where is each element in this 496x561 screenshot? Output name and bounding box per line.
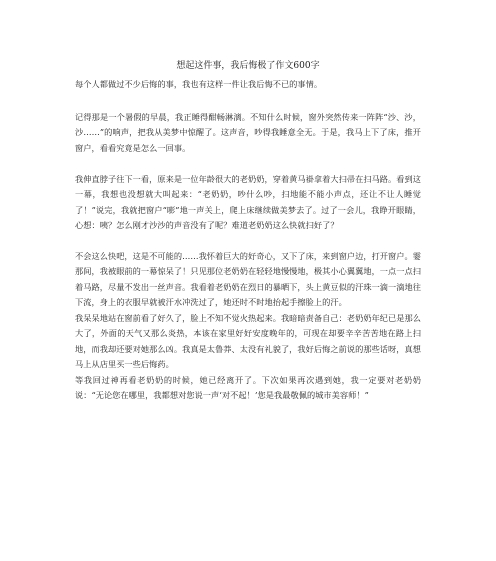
paragraph-4: 不会这么快吧，这是不可能的……我怀着巨大的好奇心，又下了床，来到窗户边，打开窗户。霎那间，我被眼前的一幕惊呆了！只见那位老奶奶在轻轻地慢慢地，极其小心翼翼地，一点一点扫着马路，尽量不发出一丝声音。我看着老奶奶在烈日的暴晒下，头上黄豆似的汗珠一滴一滴地往下流，身上的衣服早就被汗水冲洗过了，她还时不时地抬起手擦脸上的汗。 <box>75 251 421 308</box>
paragraph-3: 我伸直脖子往下一看，原来是一位年龄很大的老奶奶，穿着黄马褂拿着大扫帚在扫马路。看到这一幕，我想也没想就大叫起来：“老奶奶，吵什么吵，扫地能不能小声点，还让不让人睡觉了！”说完，我就把窗户“嘭”地一声关上，爬上床继续做美梦去了。过了一会儿，我睁开眼睛，心想：咦？怎么刚才沙沙的声音没有了呢？难道老奶奶这么快就扫好了？ <box>75 174 421 231</box>
document-title: 想起这件事，我后悔极了作文600字 <box>176 61 320 71</box>
paragraph-1: 每个人都做过不少后悔的事，我也有这样一件让我后悔不已的事情。 <box>75 79 323 89</box>
paragraph-2: 记得那是一个暑假的早晨，我正睡得酣畅淋漓。不知什么时候，窗外突然传来一阵阵“沙、沙，沙……”的响声，把我从美梦中惊醒了。这声音，吵得我睡意全无。于是，我马上下了床，推开窗户，看看究竟是怎么一回事。 <box>75 112 421 153</box>
paragraph-6: 等我回过神再看老奶奶的时候，她已经离开了。下次如果再次遇到她，我一定要对老奶奶说：“无论您在哪里，我都想对您说一声‘对不起！’您是我最敬佩的城市美容师！” <box>75 375 421 401</box>
paragraph-5: 我呆呆地站在窗前看了好久了，脸上不知不觉火热起来。我暗暗责备自己：老奶奶年纪已是那么大了，外面的天气又那么炎热，本该在家里好好安度晚年的，可现在却要辛辛苦苦地在路上扫地，而我却还要对她那么凶。我真是太鲁莽、太没有礼貌了，我好后悔之前说的那些话呀，真想马上从店里买一些后悔药。 <box>75 313 421 370</box>
